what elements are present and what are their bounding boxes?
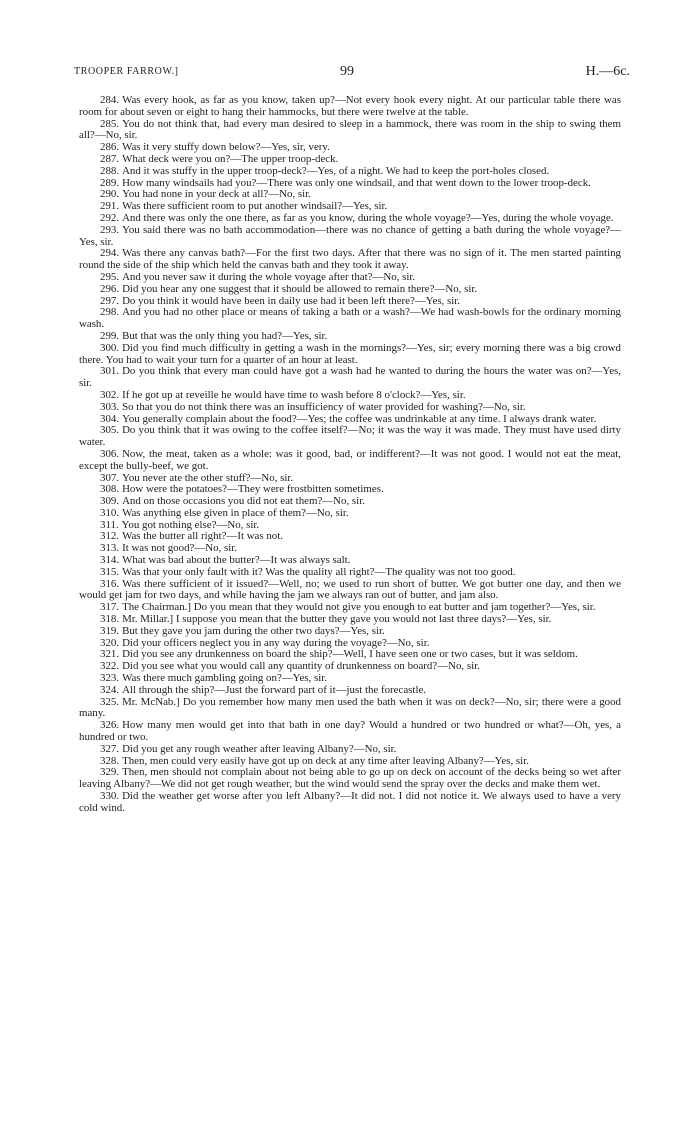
question-answer-text: Do you think it would have been in daily use had it been left there?—Yes, sir. [122,294,461,307]
question-answer-paragraph [79,449,621,473]
question-answer-text: Was the butter all right?—It was not. [122,530,283,543]
question-answer-text: And you never saw it during the whole voyage after that?—No, sir. [122,270,416,283]
question-number: 311. [100,518,119,531]
question-number: 329. [100,766,120,779]
question-number: 306. [100,447,120,460]
question-number: 303. [100,400,120,413]
question-number: 325. [100,695,120,708]
page-number: 99 [340,64,354,79]
question-number: 314. [100,554,120,567]
question-number: 305. [100,424,120,437]
question-answer-text: What was bad about the butter?—It was always salt. [122,554,351,567]
question-answer-text: You got nothing else?—No, sir. [121,518,260,531]
question-number: 301. [100,365,120,378]
question-answer-text: How many windsails had you?—There was only one windsail, and that went down to the lower troop-deck. [122,176,591,189]
question-answer-text: Was there much gambling going on?—Yes, sir. [122,672,327,685]
question-number: 330. [100,790,120,803]
question-answer-text: Did you hear any one suggest that it should be allowed to remain there?—No, sir. [122,282,478,295]
question-number: 296. [100,282,120,295]
question-answer-text: And there was only the one there, as far as you know, during the whole voyage?—Yes, during the whole voyage. [122,211,614,224]
question-number: 322. [100,660,120,673]
question-answer-text: You said there was no bath accommodation—there was no chance of getting a bath during the whole voyage?—Yes, sir. [79,223,621,248]
document-reference: H.—6c. [585,64,630,79]
question-number: 324. [100,683,120,696]
question-answer-paragraph [79,343,621,367]
question-answer-text: The Chairman.] Do you mean that they would not give you enough to eat butter and jam together?—Yes, sir. [122,601,596,614]
question-answer-text: Do you think that every man could have got a wash had he wanted to during the hours the water was on?—Yes, sir. [79,365,621,390]
question-answer-paragraph [79,307,621,331]
question-number: 310. [100,506,120,519]
question-number: 292. [100,211,120,224]
question-answer-text: Now, the meat, taken as a whole: was it good, bad, or indifferent?—It was not good. I would not eat the meat, except the bully-beef, we got. [79,447,621,472]
question-answer-text: Was anything else given in place of them?—No, sir. [122,506,349,519]
question-answer-text: Was there sufficient room to put another windsail?—Yes, sir. [122,200,388,213]
question-number: 312. [100,530,120,543]
question-answer-text: What deck were you on?—The upper troop-deck. [122,152,339,165]
testimony-body [79,95,621,815]
question-number: 290. [100,188,120,201]
question-answer-text: It was not good?—No, sir. [122,542,238,555]
question-answer-paragraph [79,767,621,791]
question-answer-text: So that you do not think there was an insufficiency of water provided for washing?—No, sir. [122,400,526,413]
page-header [74,64,630,82]
question-number: 326. [100,719,120,732]
question-answer-text: Was there any canvas bath?—For the first two days. After that there was no sign of it. The men started painting round the side of the ship which held the canvas bath and they took it away. [79,247,621,272]
question-answer-text: But that was the only thing you had?—Yes, sir. [122,329,328,342]
question-answer-text: All through the ship?—Just the forward part of it—just the forecastle. [122,683,427,696]
question-answer-text: You generally complain about the food?—Yes; the coffee was undrinkable at any time. I always drank water. [122,412,597,425]
question-number: 307. [100,471,120,484]
question-answer-text: You never ate the other stuff?—No, sir. [122,471,294,484]
question-number: 295. [100,270,120,283]
question-answer-text: Was every hook, as far as you know, taken up?—Not every hook every night. At our particular table there was room for about seven or eight to hang their hammocks, but there were twelve at the table. [79,94,621,118]
question-number: 321. [100,648,120,661]
question-number: 318. [100,613,120,626]
question-number: 284. [100,94,120,106]
question-answer-paragraph [79,579,621,603]
question-answer-text: Did you get any rough weather after leaving Albany?—No, sir. [122,742,397,755]
question-number: 298. [100,306,120,319]
question-number: 309. [100,495,120,508]
question-number: 300. [100,341,120,354]
question-answer-text: Did you see any drunkenness on board the ship?—Well, I have seen one or two cases, but it was seldom. [122,648,578,661]
question-answer-text: How many men would get into that bath in one day? Would a hundred or two hundred or what?—Oh, yes, a hundred or two. [79,719,621,744]
question-answer-text: Then, men could very easily have got up on deck at any time after leaving Albany?—Yes, sir. [122,754,529,767]
question-answer-paragraph [79,95,621,119]
question-answer-text: And you had no other place or means of taking a bath or a wash?—We had wash-bowls for the ordinary morning wash. [79,306,621,331]
question-answer-paragraph [79,791,621,815]
question-number: 319. [100,624,120,637]
question-answer-paragraph [79,425,621,449]
question-answer-paragraph [79,697,621,721]
question-number: 293. [100,223,120,236]
question-number: 304. [100,412,120,425]
question-number: 291. [100,200,120,213]
question-answer-text: And it was stuffy in the upper troop-deck?—Yes, of a night. We had to keep the port-holes closed. [122,164,550,177]
question-answer-paragraph [79,225,621,249]
running-title: TROOPER FARROW.] [74,66,179,77]
question-number: 323. [100,672,120,685]
question-number: 294. [100,247,120,260]
question-answer-paragraph [79,248,621,272]
question-answer-paragraph [79,119,621,143]
question-answer-text: You had none in your deck at all?—No, sir. [122,188,311,201]
question-number: 315. [100,565,120,578]
question-number: 286. [100,141,120,154]
question-number: 316. [100,577,120,590]
question-number: 302. [100,388,120,401]
question-answer-paragraph [79,720,621,744]
question-number: 327. [100,742,120,755]
question-number: 285. [100,117,120,130]
question-number: 299. [100,329,120,342]
question-answer-text: And on those occasions you did not eat them?—No, sir. [122,495,365,508]
question-number: 287. [100,152,120,165]
question-answer-text: Did you find much difficulty in getting a wash in the mornings?—Yes, sir; every morning there was a big crowd there. You had to wait your turn for a quarter of an hour at least. [79,341,621,366]
question-number: 288. [100,164,120,177]
question-number: 320. [100,636,120,649]
question-answer-text: Mr. Millar.] I suppose you mean that the butter they gave you would not last three days?—Yes, sir. [122,613,552,626]
question-answer-paragraph [79,366,621,390]
question-number: 297. [100,294,120,307]
question-number: 317. [100,601,120,614]
question-answer-text: You do not think that, had every man desired to sleep in a hammock, there was room in the ship to swing them all?—No, sir. [79,117,621,142]
question-answer-text: Did you see what you would call any quantity of drunkenness on board?—No, sir. [122,660,480,673]
question-answer-text: Was that your only fault with it? Was the quality all right?—The quality was not too good. [122,565,516,578]
question-answer-text: Was there sufficient of it issued?—Well, no; we used to run short of butter. We got butter one day, and then we would get jam for two days, and while having the jam we always ran out of butter, and jam also. [79,577,621,602]
question-answer-text: Did your officers neglect you in any way during the voyage?—No, sir. [122,636,430,649]
question-answer-text: If he got up at reveille he would have time to wash before 8 o'clock?—Yes, sir. [122,388,466,401]
question-answer-text: Then, men should not complain about not being able to go up on deck on account of the decks being so wet after leaving Albany?—We did not get rough weather, but the wind would send the spray over the decks and make them wet. [79,766,621,791]
question-number: 328. [100,754,120,767]
question-answer-text: Did the weather get worse after you left Albany?—It did not. I did not notice it. We always used to have a very cold wind. [79,790,621,814]
question-answer-text: But they gave you jam during the other two days?—Yes, sir. [122,624,385,637]
question-number: 313. [100,542,120,555]
question-answer-text: How were the potatoes?—They were frostbitten sometimes. [122,483,384,496]
question-answer-text: Do you think that it was owing to the coffee itself?—No; it was the way it was made. They must have used dirty water. [79,424,621,449]
question-number: 289. [100,176,120,189]
question-number: 308. [100,483,120,496]
question-answer-text: Was it very stuffy down below?—Yes, sir, very. [122,141,330,154]
question-answer-text: Mr. McNab.] Do you remember how many men used the bath when it was on deck?—No, sir; there were a good many. [79,695,621,720]
